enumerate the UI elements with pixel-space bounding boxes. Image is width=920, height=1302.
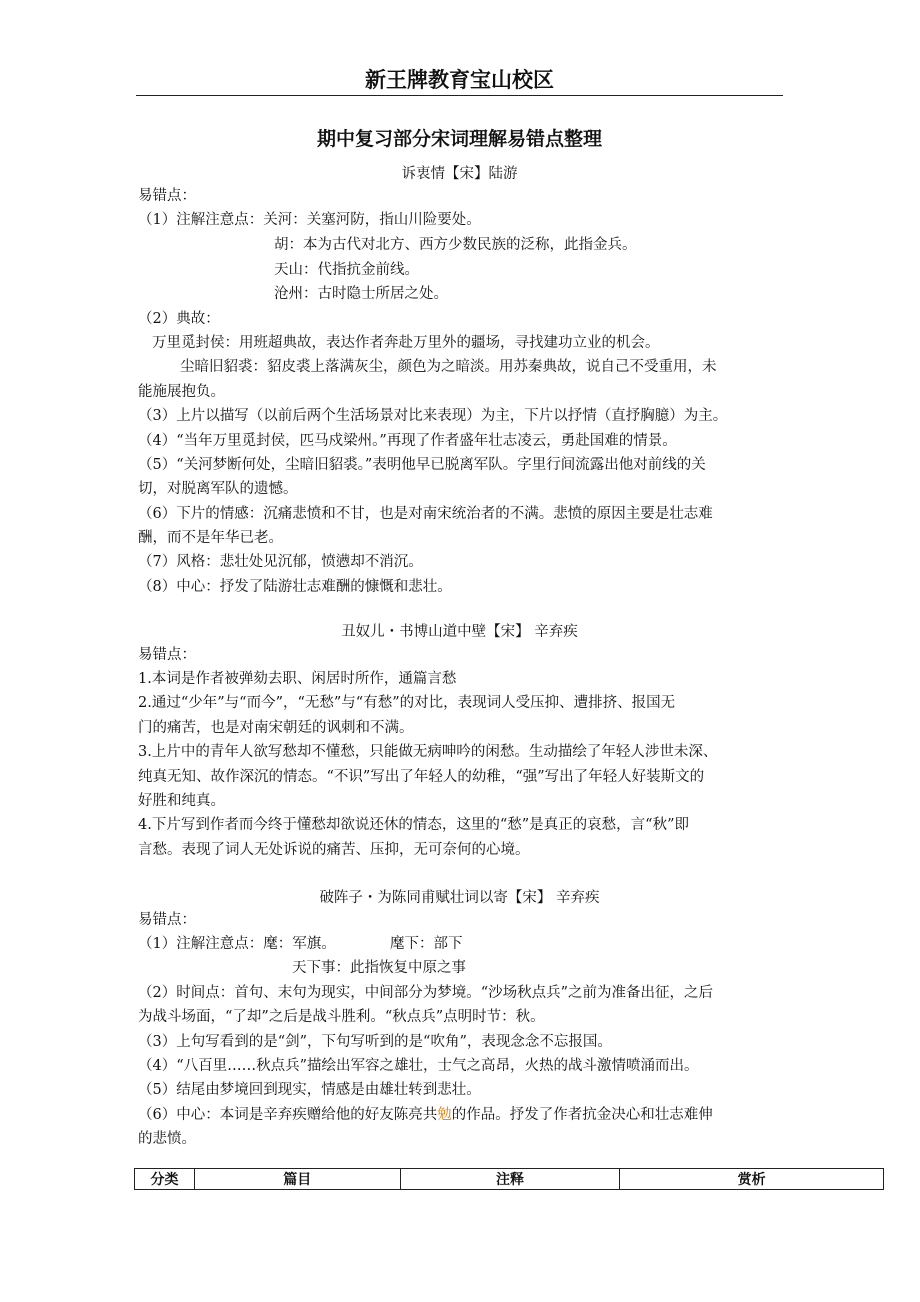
s1-line: （5）“关河梦断何处，尘暗旧貂裘。”表明他早已脱离军队。字里行间流露出他对前线的关: [138, 457, 706, 473]
s1-line: （6）下片的情感：沉痛悲愤和不甘，也是对南宋统治者的不满。悲愤的原因主要是壮志难: [138, 506, 713, 522]
table-header-category: 分类: [135, 1169, 195, 1190]
s1-line: 天山：代指抗金前线。: [274, 262, 419, 278]
document-title: 期中复习部分宋词理解易错点整理: [316, 128, 602, 150]
s2-line: 门的痛苦，也是对南宋朝廷的讽刺和不满。: [138, 720, 414, 736]
s1-line: 万里觅封侯：用班超典故，表达作者奔赴万里外的疆场，寻找建功立业的机会。: [152, 335, 660, 351]
s1-line: 尘暗旧貂裘：貂皮裘上落满灰尘，颜色为之暗淡。用苏秦典故，说自己不受重用，未: [180, 359, 717, 375]
table-header-row: [135, 1169, 884, 1190]
s2-line: 好胜和纯真。: [138, 793, 225, 809]
s2-line: 2.通过“少年”与“而今”，“无愁”与“有愁”的对比，表现词人受压抑、遭排挤、报国无: [138, 695, 676, 711]
error-label-1: 易错点：: [138, 188, 196, 204]
s3-center-post: 的作品。抒发了作者抗金决心和壮志难伸: [451, 1107, 713, 1123]
s1-line: 胡：本为古代对北方、西方少数民族的泛称，此指金兵。: [274, 237, 637, 253]
s1-line: 酬，而不是年华已老。: [138, 530, 283, 546]
s3-note-1: （1）注解注意点：麾：军旗。: [138, 936, 336, 952]
poem-title-3: 破阵子・为陈同甫赋壮词以寄【宋】 辛弃疾: [319, 890, 600, 906]
s2-line: 4.下片写到作者而今终于懂愁却欲说还休的情态，这里的“愁”是真正的哀愁，言“秋”即: [138, 817, 689, 833]
s1-line: （4）“当年万里觅封侯，匹马戍梁州。”再现了作者盛年壮志凌云，勇赴国难的情景。: [138, 433, 677, 449]
s3-center-line: [138, 1105, 713, 1125]
s3-center-cont: 的悲愤。: [138, 1131, 196, 1147]
s1-line: （3）上片以描写（以前后两个生活场景对比来表现）为主，下片以抒情（直抒胸臆）为主。: [138, 408, 728, 424]
s3-line: （5）结尾由梦境回到现实，情感是由雄壮转到悲壮。: [138, 1082, 481, 1098]
s3-line: （2）时间点：首句、末句为现实，中间部分为梦境。“沙场秋点兵”之前为准备出征，之后: [138, 985, 714, 1001]
s3-center-pre: （6）中心：本词是辛弃疾赠给他的好友陈亮共: [138, 1107, 438, 1123]
s3-center-highlight: 勉: [437, 1107, 452, 1123]
s1-line: 切，对脱离军队的遗憾。: [138, 481, 298, 497]
s3-note-3: 天下事：此指恢复中原之事: [292, 960, 466, 976]
poem-title-1: 诉衷情【宋】陆游: [401, 166, 518, 182]
table-header-title: 篇目: [194, 1169, 400, 1190]
s1-line: （7）风格：悲壮处见沉郁，愤懑却不消沉。: [138, 554, 423, 570]
s3-line: 为战斗场面，“了却”之后是战斗胜利。“秋点兵”点明时节：秋。: [138, 1009, 545, 1025]
s1-line: （8）中心：抒发了陆游壮志难酬的慷慨和悲壮。: [138, 579, 452, 595]
s2-line: 言愁。表现了词人无处诉说的痛苦、压抑，无可奈何的心境。: [138, 842, 530, 858]
school-header: 新王牌教育宝山校区: [365, 68, 554, 92]
s1-line: 能施展抱负。: [138, 384, 225, 400]
s1-line: （2）典故：: [138, 311, 220, 327]
s3-note-2: 麾下：部下: [390, 936, 463, 952]
poem-title-2: 丑奴儿・书博山道中壁【宋】 辛弃疾: [341, 624, 578, 640]
s2-line: 1.本词是作者被弹劾去职、闲居时所作，通篇言愁: [138, 671, 457, 687]
error-label-2: 易错点：: [138, 647, 196, 663]
error-label-3: 易错点：: [138, 912, 196, 928]
s3-line: （4）“八百里……秋点兵”描绘出军容之雄壮，士气之高昂，火热的战斗激情喷涌而出。: [138, 1058, 699, 1074]
s2-line: 3.上片中的青年人欲写愁却不懂愁，只能做无病呻吟的闲愁。生动描绘了年轻人涉世未深、: [138, 744, 718, 760]
table-header-analysis: 赏析: [620, 1169, 884, 1190]
s2-line: 纯真无知、故作深沉的情态。“不识”写出了年轻人的幼稚，“强”写出了年轻人好装斯文的: [138, 769, 705, 785]
header-divider: [136, 95, 783, 96]
s3-line: （3）上句写看到的是“剑”，下句写听到的是“吹角”，表现念念不忘报国。: [138, 1034, 612, 1050]
table-header-notes: 注释: [400, 1169, 620, 1190]
s1-line: （1）注解注意点：关河：关塞河防，指山川险要处。: [138, 212, 481, 228]
s1-line: 沧州：古时隐士所居之处。: [274, 286, 448, 302]
summary-table: [134, 1168, 884, 1190]
